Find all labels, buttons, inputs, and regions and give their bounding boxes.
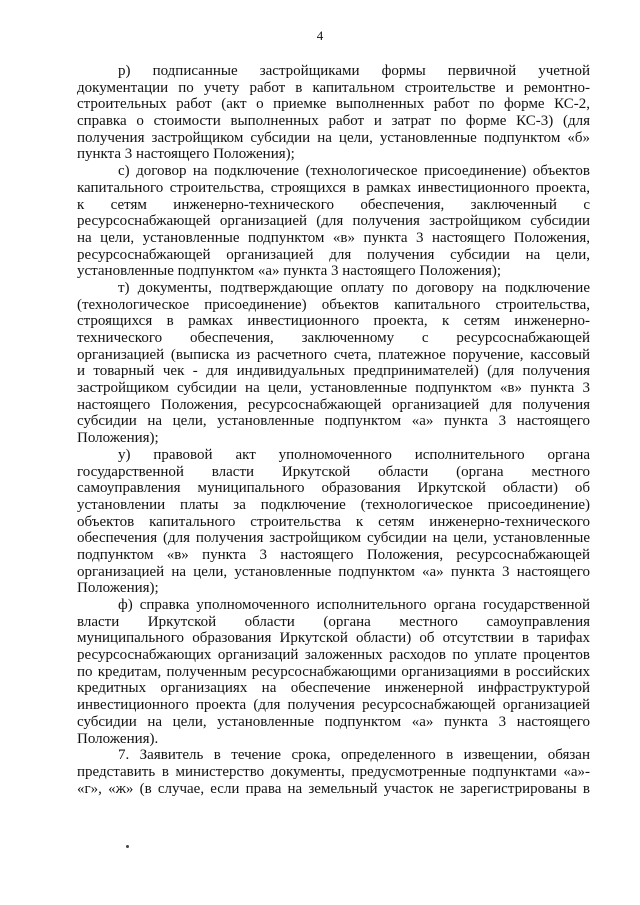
paragraph-s — [77, 163, 590, 280]
text-line: Положения); — [77, 430, 159, 447]
text-line: субсидии на цели, установленные подпунктом «а» пункта 3 настоящего — [77, 713, 590, 730]
text-line: подпунктом «в» пункта 3 настоящего Положения, ресурсоснабжающей — [77, 546, 590, 563]
text-line: т) документы, подтверждающие оплату по договору на подключение — [118, 279, 590, 296]
text-line: 7. Заявитель в течение срока, определенного в извещении, обязан — [118, 747, 590, 764]
paragraph-r — [77, 63, 590, 163]
paragraph-t — [77, 280, 590, 447]
text-line: пункта 3 настоящего Положения); — [77, 146, 295, 163]
text-line: Положения). — [77, 730, 159, 747]
text-line: ф) справка уполномоченного исполнительного органа государственной — [118, 597, 590, 613]
text-line: обеспечения (для получения застройщиком субсидии на цели, установленные — [77, 530, 590, 547]
document-body — [77, 63, 590, 797]
text-line: ресурсоснабжающей организацией для получения субсидии на цели, — [77, 246, 590, 263]
text-line: организацией (выписка из расчетного счета, платежное поручение, кассовый — [77, 346, 590, 363]
text-line: Положения); — [77, 580, 159, 597]
text-line: с) договор на подключение (технологическое присоединение) объектов — [118, 163, 590, 180]
text-line: р) подписанные застройщиками формы первичной учетной — [118, 63, 590, 79]
text-line: на цели, установленные подпунктом «в» пункта 3 настоящего Положения, — [77, 229, 590, 246]
text-line: ресурсоснабжающих организаций заложенных расходов по уплате процентов — [77, 647, 590, 664]
text-line: технического обеспечения, заключенному с ресурсоснабжающей — [77, 330, 590, 346]
text-line: инвестиционного проекта (для получения ресурсоснабжающей организацией — [77, 697, 590, 714]
text-line: власти Иркутской области (органа местного самоуправления — [77, 613, 590, 630]
text-line: субсидии на цели, установленные подпунктом «а» пункта 3 настоящего — [77, 413, 590, 430]
text-line: у) правовой акт уполномоченного исполнительного органа — [118, 446, 590, 463]
text-line: организацией на цели, установленные подпунктом «а» пункта 3 настоящего — [77, 563, 590, 580]
text-line: строительных работ (акт о приемке выполненных работ по форме КС-2, — [77, 96, 590, 113]
text-line: представить в министерство документы, предусмотренные подпунктами «а»- — [77, 763, 590, 780]
text-line: капитального строительства, строящихся в рамках инвестиционного проекта, — [77, 179, 590, 196]
text-line: получения застройщиком субсидии на цели, установленные подпунктом «б» — [77, 129, 590, 146]
text-line: справка о стоимости выполненных работ и затрат по форме КС-3) (для — [77, 113, 590, 130]
text-line: строящихся в рамках инвестиционного проекта, к сетям инженерно- — [77, 313, 590, 330]
text-line: установленные подпунктом «а» пункта 3 настоящего Положения); — [77, 263, 502, 280]
text-line: застройщиком субсидии на цели, установленные подпунктом «в» пункта 3 — [77, 380, 590, 397]
text-line: и товарный чек - для индивидуальных предпринимателей) (для получения — [77, 363, 590, 380]
text-line: настоящего Положения, ресурсоснабжающей организацией для получения — [77, 396, 590, 413]
scan-speck — [126, 845, 129, 848]
text-line: установлении платы за подключение (технологическое присоединение) — [77, 496, 590, 513]
text-line: кредитных организациях на обеспечение инженерной инфраструктурой — [77, 680, 590, 697]
text-line: самоуправления муниципального образования Иркутской области) об — [77, 480, 590, 497]
text-line: государственной власти Иркутской области (органа местного — [77, 463, 590, 480]
text-line: ресурсоснабжающей организацией (для получения застройщиком субсидии — [77, 213, 590, 230]
text-line: (технологическое присоединение) объектов капитального строительства, — [77, 296, 590, 313]
text-line: документации по учету работ в капитальном строительстве и ремонтно- — [77, 79, 590, 96]
paragraph-7 — [77, 747, 590, 797]
text-line: к сетям инженерно-технического обеспечения, заключенный с — [77, 196, 590, 213]
text-line: «г», «ж» (в случае, если права на земельный участок не зарегистрированы в — [77, 780, 590, 797]
paragraph-f — [77, 597, 590, 747]
text-line: муниципального образования Иркутской области) об отсутствии в тарифах — [77, 630, 590, 647]
paragraph-u — [77, 447, 590, 597]
page-number: 4 — [316, 28, 324, 43]
text-line: объектов капитального строительства к сетям инженерно-технического — [77, 513, 590, 530]
text-line: по кредитам, полученным ресурсоснабжающими организациями в российских — [77, 663, 590, 680]
